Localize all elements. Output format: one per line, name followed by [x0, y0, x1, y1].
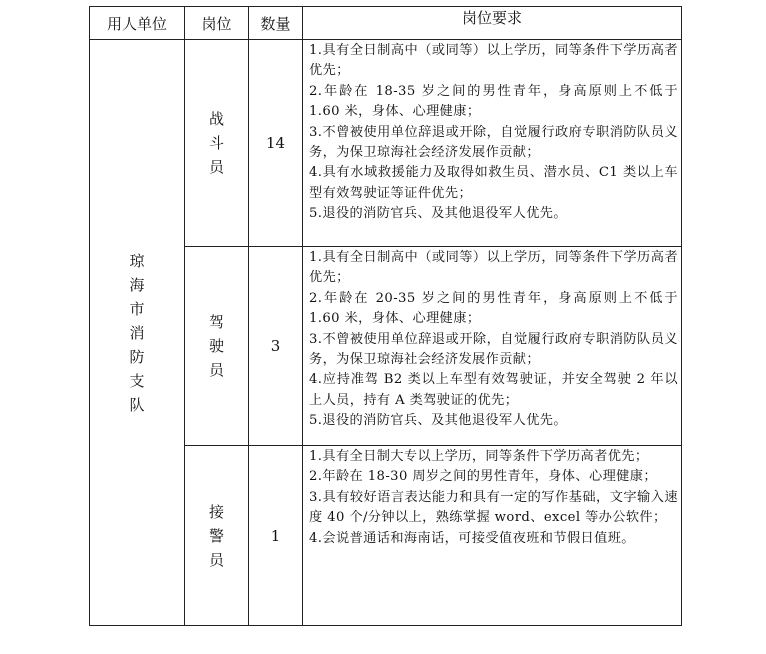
requirement-item: 1.具有全日制大专以上学历，同等条件下学历高者优先； [309, 449, 649, 464]
requirement-item: 3.不曾被使用单位辞退或开除，自觉履行政府专职消防队员义务，为保卫琼海社会经济发展作贡献； [309, 124, 678, 161]
position-cell [185, 446, 249, 626]
recruitment-table [89, 6, 682, 626]
position-cell [185, 247, 249, 446]
unit-cell [90, 40, 185, 626]
count-cell: 1 [249, 446, 303, 626]
requirement-item: 1.具有全日制高中（或同等）以上学历，同等条件下学历高者优先； [309, 43, 678, 79]
count-cell: 3 [249, 247, 303, 446]
header-count: 数量 [249, 7, 303, 40]
requirements-cell [303, 247, 682, 446]
count-cell: 14 [249, 40, 303, 247]
requirement-item: 4.应持准驾 B2 类以上车型有效驾驶证，并安全驾驶 2 年以上人员，持有 A 类驾驶证的优先； [309, 372, 678, 408]
position-name: 接警员 [209, 502, 225, 569]
requirement-item: 5.退役的消防官兵、及其他退役军人优先。 [309, 206, 567, 222]
header-requirements: 岗位要求 [303, 7, 682, 40]
requirement-item: 2.年龄在 18-35 岁之间的男性青年，身高原则上不低于 1.60 米，身体、心理健康； [309, 83, 678, 120]
requirement-item: 5.退役的消防官兵、及其他退役军人优先。 [309, 413, 567, 429]
header-row [90, 7, 682, 40]
requirement-item: 4.具有水域救援能力及取得如救生员、潜水员、C1 类以上车型有效驾驶证等证件优先； [309, 165, 678, 201]
table-row [90, 40, 682, 247]
requirement-item: 3.具有较好语言表达能力和具有一定的写作基础，文字输入速度 40 个/分钟以上，熟练掌握 word、excel 等办公软件； [309, 489, 678, 526]
position-cell [185, 40, 249, 247]
requirement-item: 3.不曾被使用单位辞退或开除，自觉履行政府专职消防队员义务，为保卫琼海社会经济发展作贡献； [309, 331, 678, 368]
requirements-cell [303, 40, 682, 247]
requirements-cell [303, 446, 682, 626]
position-name: 驾驶员 [209, 313, 225, 379]
header-unit: 用人单位 [90, 7, 185, 40]
requirement-item: 2.年龄在 18-30 周岁之间的男性青年，身体、心理健康； [309, 469, 657, 485]
requirement-item: 2.年龄在 20-35 岁之间的男性青年，身高原则上不低于 1.60 米，身体、心理健康； [309, 290, 678, 327]
requirement-item: 4.会说普通话和海南话，可接受值夜班和节假日值班。 [309, 530, 635, 546]
header-position: 岗位 [185, 7, 249, 40]
requirement-item: 1.具有全日制高中（或同等）以上学历，同等条件下学历高者优先； [309, 250, 678, 286]
unit-name: 琼海市消防支队 [129, 251, 145, 414]
position-name: 战斗员 [209, 110, 225, 176]
